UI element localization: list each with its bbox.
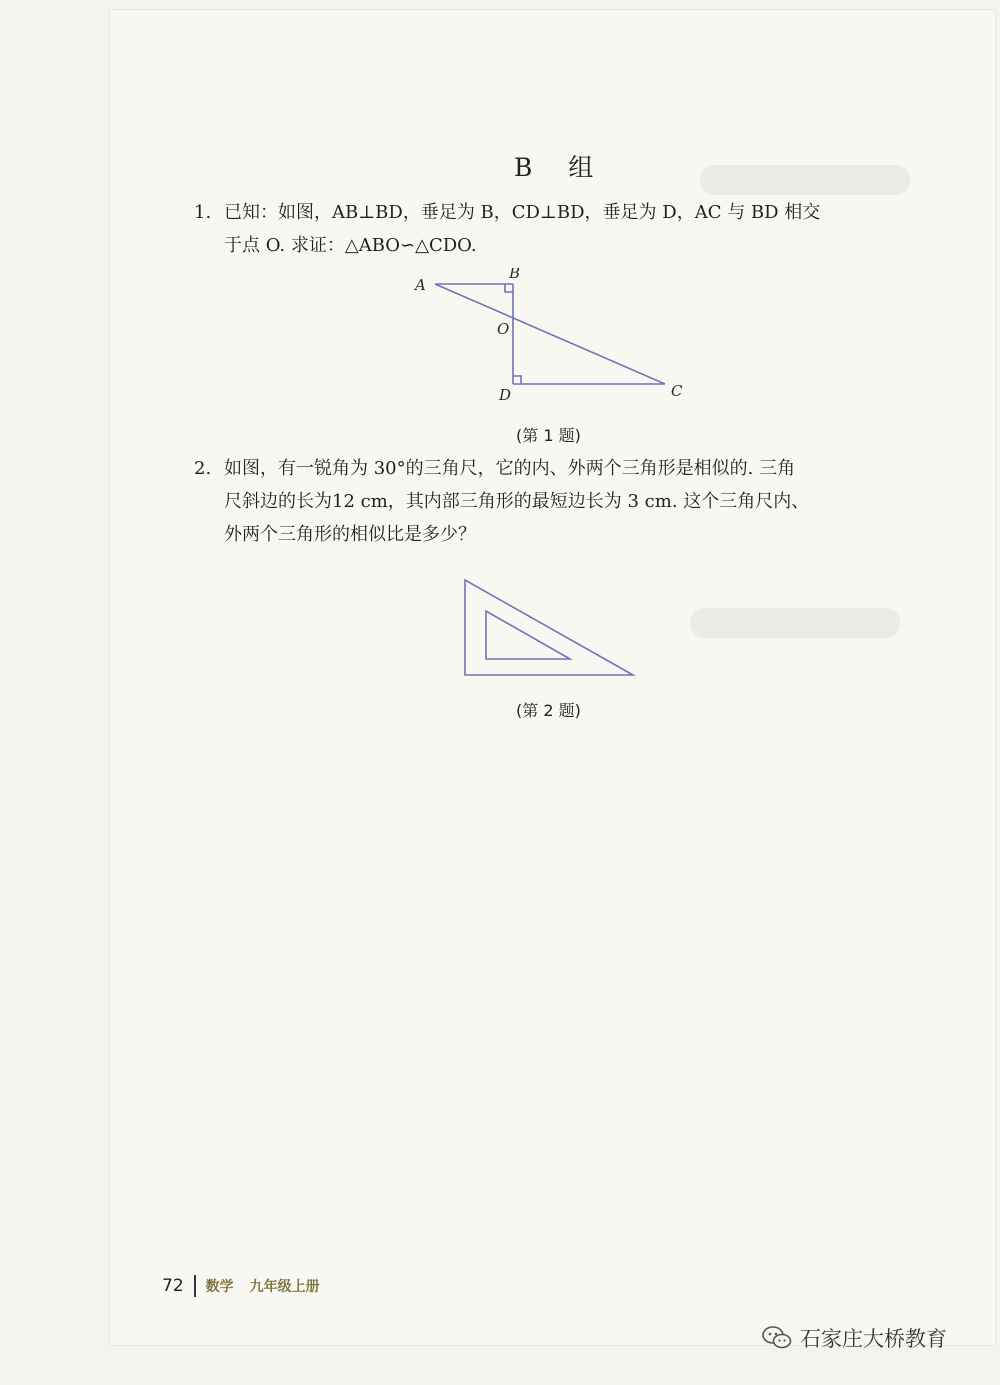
- point-label-d: D: [499, 386, 512, 404]
- problem-2-line-1: [194, 452, 914, 485]
- page-number: 72: [162, 1276, 184, 1296]
- point-label-c: C: [671, 382, 683, 400]
- point-label-b: B: [509, 268, 521, 282]
- right-angle-mark-b: [505, 284, 513, 292]
- right-angle-mark-d: [513, 376, 521, 384]
- bleed-through-shadow: [690, 608, 900, 638]
- segment-ac: [435, 284, 665, 384]
- problem-2-line-2: 尺斜边的长为12 cm，其内部三角形的最短边长为 3 cm. 这个三角尺内、: [224, 491, 810, 512]
- problem-1-line-1: [194, 196, 914, 229]
- problem-2-number: 2.: [194, 458, 212, 479]
- problem-2-text-1: 如图，有一锐角为 30°的三角尺，它的内、外两个三角形是相似的. 三角: [224, 458, 796, 479]
- group-title: B 组: [514, 153, 608, 182]
- figure-1: [405, 268, 705, 408]
- watermark-text: 石家庄大桥教育: [800, 1327, 947, 1351]
- page-footer: [162, 1275, 320, 1297]
- wechat-icon: [762, 1325, 792, 1351]
- watermark: [762, 1323, 947, 1353]
- point-label-a: A: [415, 276, 426, 294]
- point-label-o: O: [497, 320, 510, 338]
- figure-2: [458, 573, 648, 683]
- problem-1: [194, 196, 914, 262]
- figure-2-caption: (第 2 题): [516, 701, 581, 720]
- problem-2: [194, 452, 914, 551]
- problem-2-line-3: 外两个三角形的相似比是多少？: [224, 524, 476, 545]
- bleed-through-shadow: [700, 165, 910, 195]
- footer-divider: [194, 1275, 196, 1297]
- figure-1-caption: (第 1 题): [516, 426, 581, 445]
- inner-triangle: [486, 611, 570, 659]
- outer-triangle: [465, 580, 633, 675]
- footer-book-title: 数学: [205, 1279, 234, 1295]
- problem-1-line-2: 于点 O. 求证：△ABO∽△CDO.: [224, 235, 477, 256]
- footer-grade: 九年级上册: [249, 1279, 320, 1295]
- problem-1-number: 1.: [194, 202, 212, 223]
- problem-1-text-1: 已知：如图，AB⊥BD，垂足为 B，CD⊥BD，垂足为 D，AC 与 BD 相交: [224, 202, 821, 223]
